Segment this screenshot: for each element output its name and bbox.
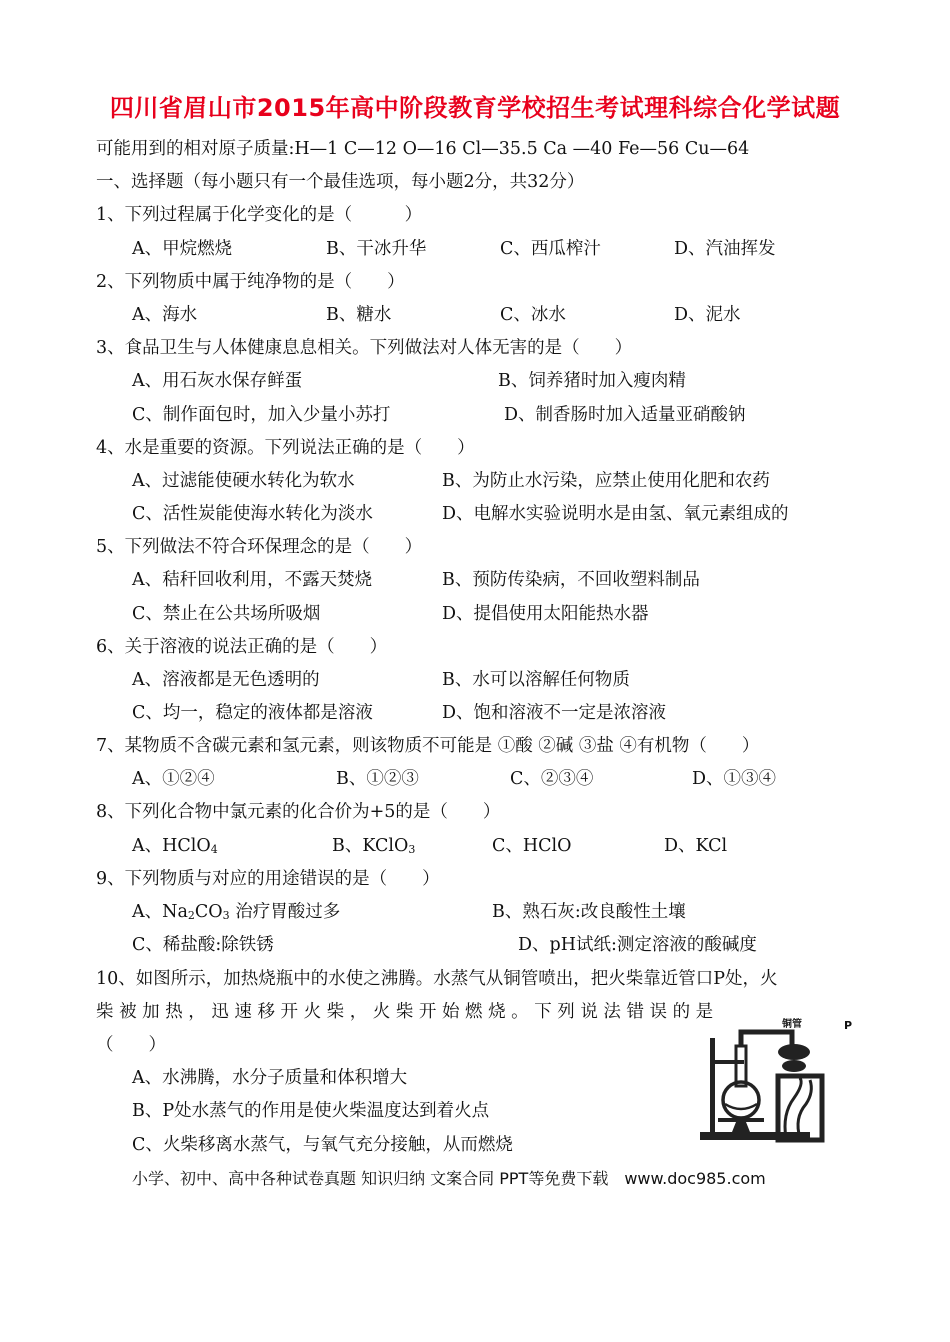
q6-option-a: A、溶液都是无色透明的 xyxy=(132,670,320,690)
q5-option-a: A、秸秆回收利用，不露天焚烧 xyxy=(132,570,373,590)
footer-note: 小学、初中、高中各种试卷真题 知识归纳 文案合同 PPT等免费下载 www.doc985.com xyxy=(132,1169,766,1188)
q7-option-c: C、②③④ xyxy=(510,769,594,789)
q1-option-b: B、干冰升华 xyxy=(326,239,427,259)
q9-option-a-sub1: 2 xyxy=(187,909,195,922)
question-9-stem: 9、下列物质与对应的用途错误的是（ ） xyxy=(96,869,440,889)
question-2-stem: 2、下列物质中属于纯净物的是（ ） xyxy=(96,272,405,292)
question-1-stem: 1、下列过程属于化学变化的是（ ） xyxy=(96,205,423,225)
q3-option-a: A、用石灰水保存鲜蛋 xyxy=(132,371,303,391)
q8-option-a-subscript: 4 xyxy=(210,843,218,856)
q8-option-a xyxy=(132,835,218,861)
q1-option-c: C、西瓜榨汁 xyxy=(500,239,601,259)
q9-option-b: B、熟石灰:改良酸性土壤 xyxy=(492,902,686,922)
q10-option-b: B、P处水蒸气的作用是使火柴温度达到着火点 xyxy=(132,1101,490,1121)
q8-option-d: D、KCl xyxy=(664,836,728,856)
page-title: 四川省眉山市2015年高中阶段教育学校招生考试理科综合化学试题 xyxy=(109,94,841,122)
question-3-stem: 3、食品卫生与人体健康息息相关。下列做法对人体无害的是（ ） xyxy=(96,338,633,358)
q9-option-a-prefix: A、Na xyxy=(132,902,188,922)
question-6-stem: 6、关于溶液的说法正确的是（ ） xyxy=(96,637,388,657)
q9-option-a xyxy=(132,901,340,927)
q4-option-a: A、过滤能使硬水转化为软水 xyxy=(132,471,355,491)
q10-option-a: A、水沸腾，水分子质量和体积增大 xyxy=(132,1068,408,1088)
q1-option-d: D、汽油挥发 xyxy=(674,239,776,259)
question-10-stem-line2: 柴 被 加 热 ， 迅 速 移 开 火 柴 ， 火 柴 开 始 燃 烧 。 下 列 说 法 错 误 的 是 xyxy=(96,1002,714,1022)
figure-label-p: P xyxy=(844,1019,853,1032)
stand-rod xyxy=(710,1038,715,1134)
burner-icon xyxy=(732,1122,750,1132)
question-10-stem-line1: 10、如图所示，加热烧瓶中的水使之沸腾。水蒸气从铜管喷出，把火柴靠近管口P处，火 xyxy=(96,969,778,989)
q7-option-d: D、①③④ xyxy=(692,769,777,789)
q9-option-c: C、稀盐酸:除铁锈 xyxy=(132,935,274,955)
q6-option-b: B、水可以溶解任何物质 xyxy=(442,670,630,690)
question-7-stem: 7、某物质不含碳元素和氢元素，则该物质不可能是 ①酸 ②碱 ③盐 ④有机物（ ） xyxy=(96,736,760,756)
q5-option-d: D、提倡使用太阳能热水器 xyxy=(442,604,649,624)
q9-option-a-tail: 治疗胃酸过多 xyxy=(229,902,341,922)
figure-label-copper-tube: 铜管 xyxy=(782,1019,802,1030)
q8-option-b-text: B、KClO xyxy=(332,836,409,856)
q1-option-a: A、甲烷燃烧 xyxy=(132,239,233,259)
question-4-stem: 4、水是重要的资源。下列说法正确的是（ ） xyxy=(96,438,475,458)
q9-option-d: D、pH试纸:测定溶液的酸碱度 xyxy=(518,935,757,955)
q4-option-d: D、电解水实验说明水是由氢、氧元素组成的 xyxy=(442,504,789,524)
q7-option-a: A、①②④ xyxy=(132,769,215,789)
q5-option-c: C、禁止在公共场所吸烟 xyxy=(132,604,321,624)
stand-clamp xyxy=(710,1060,744,1064)
q8-option-a-text: A、HClO xyxy=(132,836,211,856)
q2-option-d: D、泥水 xyxy=(674,305,741,325)
q4-option-c: C、活性炭能使海水转化为淡水 xyxy=(132,504,373,524)
nozzle-bottom xyxy=(782,1060,806,1072)
q10-option-c: C、火柴移离水蒸气，与氧气充分接触，从而燃烧 xyxy=(132,1135,513,1155)
q7-option-b: B、①②③ xyxy=(336,769,419,789)
flask-neck xyxy=(736,1046,746,1086)
question-10-stem-line3: （ ） xyxy=(96,1035,166,1055)
q9-option-a-mid: CO xyxy=(194,902,223,922)
q3-option-c: C、制作面包时，加入少量小苏打 xyxy=(132,405,391,425)
q8-option-b-subscript: 3 xyxy=(408,843,416,856)
flask-water-line xyxy=(725,1104,757,1109)
q6-option-d: D、饱和溶液不一定是浓溶液 xyxy=(442,703,667,723)
q2-option-c: C、冰水 xyxy=(500,305,566,325)
q8-option-b xyxy=(332,835,415,861)
question-5-stem: 5、下列做法不符合环保理念的是（ ） xyxy=(96,537,423,557)
section-heading: 一、选择题（每小题只有一个最佳选项，每小题2分，共32分） xyxy=(96,172,585,192)
atomic-mass-line: 可能用到的相对原子质量:H—1 C—12 O—16 Cl—35.5 Ca —40 Fe—56 Cu—64 xyxy=(96,139,750,159)
apparatus-figure xyxy=(696,1018,856,1144)
copper-tube xyxy=(741,1032,792,1048)
q2-option-a: A、海水 xyxy=(132,305,198,325)
nozzle-top xyxy=(778,1044,810,1060)
q6-option-c: C、均一，稳定的液体都是溶液 xyxy=(132,703,373,723)
question-8-stem: 8、下列化合物中氯元素的化合价为+5的是（ ） xyxy=(96,802,501,822)
wire-gauze xyxy=(718,1118,764,1122)
q3-option-d: D、制香肠时加入适量亚硝酸钠 xyxy=(504,405,746,425)
q5-option-b: B、预防传染病，不回收塑料制品 xyxy=(442,570,700,590)
q2-option-b: B、糖水 xyxy=(326,305,392,325)
q9-option-a-sub2: 3 xyxy=(222,909,230,922)
q4-option-b: B、为防止水污染，应禁止使用化肥和农药 xyxy=(442,471,770,491)
q8-option-c: C、HClO xyxy=(492,836,572,856)
q3-option-b: B、饲养猪时加入瘦肉精 xyxy=(498,371,686,391)
